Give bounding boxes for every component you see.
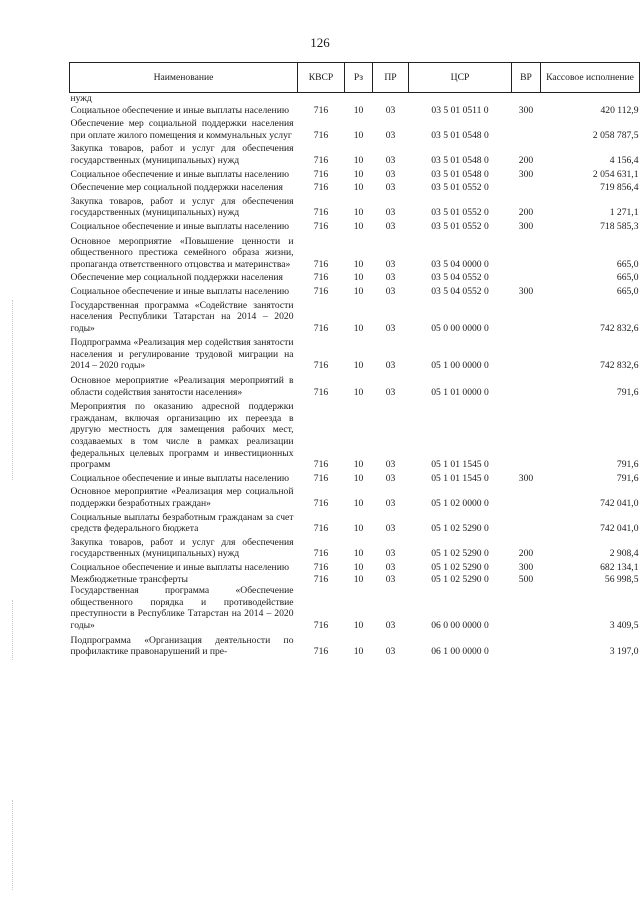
row-name: Социальное обеспечение и иные выплаты населению: [70, 104, 289, 116]
row-rz: 10: [353, 523, 364, 535]
row-kvsr: [298, 93, 345, 105]
table-row: [70, 169, 640, 183]
row-csr: 06 0 00 0000 0: [431, 619, 489, 631]
row-vr: [512, 585, 541, 634]
row-vr: 500: [518, 573, 534, 585]
header-vr: ВР: [512, 63, 541, 93]
row-amount: 791,6: [616, 472, 639, 484]
row-pr: 03: [385, 220, 396, 232]
table-row: [70, 562, 640, 574]
row-vr: [512, 93, 541, 105]
row-pr: 03: [385, 619, 396, 631]
row-name: Социальное обеспечение и иные выплаты населению: [70, 220, 289, 232]
row-name: Обеспечение мер социальной поддержки населения: [70, 272, 283, 284]
row-pr: 03: [385, 154, 396, 166]
row-amount: 719 856,4: [600, 182, 639, 194]
row-rz: 10: [353, 258, 364, 270]
row-name: Государственная программа «Содействие занятости населения Республики Татарстан на 2014 – 2020 годы»: [70, 299, 294, 334]
row-rz: 10: [353, 182, 364, 194]
row-kvsr: 716: [313, 258, 329, 270]
table-row: [70, 143, 640, 168]
row-amount: 3 409,5: [609, 619, 639, 631]
row-kvsr: 716: [313, 498, 329, 509]
row-rz: [345, 93, 373, 105]
row-name: Обеспечение мер социальной поддержки населения при оплате жилого помещения и коммунальных услуг: [70, 118, 294, 141]
row-rz: 10: [353, 573, 364, 585]
row-rz: 10: [353, 220, 364, 232]
row-name: Социальное обеспечение и иные выплаты населению: [70, 561, 289, 573]
row-vr: [512, 182, 541, 196]
header-amount: Кассовое исполнение: [541, 63, 640, 93]
row-pr: 03: [385, 523, 396, 535]
table-header: [70, 63, 640, 93]
row-csr: 05 1 00 0000 0: [431, 360, 489, 372]
row-pr: 03: [385, 646, 396, 658]
table-row: [70, 236, 640, 273]
row-name: Мероприятия по оказанию адресной поддержки гражданам, включая организацию их переезда в другую местность для замещения рабочих мест, создаваемых в том числе в рамках реализации федеральных целевых программ и инвестиционных программ: [70, 401, 294, 471]
row-rz: 10: [353, 207, 364, 219]
row-kvsr: 716: [313, 220, 329, 232]
row-name: Социальное обеспечение и иные выплаты населению: [70, 168, 289, 180]
table-row: [70, 574, 640, 586]
row-amount: 4 156,4: [609, 154, 639, 166]
row-rz: 10: [353, 168, 364, 180]
row-vr: [512, 486, 541, 511]
row-amount: 665,0: [616, 272, 639, 284]
row-kvsr: 716: [313, 523, 329, 535]
row-amount: 56 998,5: [604, 573, 639, 585]
row-amount: 742 832,6: [600, 360, 639, 372]
row-kvsr: 716: [313, 573, 329, 585]
row-rz: 10: [353, 498, 364, 509]
row-amount: 3 197,0: [609, 646, 639, 658]
row-kvsr: 716: [313, 285, 329, 297]
row-csr: 05 1 02 5290 0: [431, 523, 489, 535]
header-pr: ПР: [373, 63, 409, 93]
row-amount: 665,0: [616, 258, 639, 270]
row-name: Подпрограмма «Реализация мер содействия занятости населения и регулирование трудовой миграции на 2014 – 2020 годы»: [70, 337, 294, 372]
row-vr: 300: [518, 561, 534, 573]
budget-execution-table: [69, 62, 640, 660]
row-amount: 791,6: [616, 459, 639, 471]
row-pr: 03: [385, 386, 396, 398]
row-csr: 05 0 00 0000 0: [431, 322, 489, 334]
row-csr: 03 5 04 0552 0: [431, 272, 489, 284]
row-amount: 420 112,9: [600, 104, 639, 116]
table-row: [70, 182, 640, 196]
table-row: [70, 512, 640, 537]
row-pr: 03: [385, 168, 396, 180]
row-rz: 10: [353, 548, 364, 560]
row-amount: 2 058 787,5: [592, 129, 639, 141]
row-amount: 2 908,4: [609, 548, 639, 560]
row-kvsr: 716: [313, 207, 329, 219]
row-name: Социальные выплаты безработным гражданам за счет средств федерального бюджета: [70, 511, 294, 535]
row-name: Основное мероприятие «Реализация мер социальной поддержки безработных граждан»: [70, 486, 294, 509]
table-row: [70, 105, 640, 119]
row-rz: 10: [353, 561, 364, 573]
row-csr: 06 1 00 0000 0: [431, 646, 489, 658]
scan-margin-dots: [12, 600, 13, 660]
row-kvsr: 716: [313, 386, 329, 398]
row-name: Подпрограмма «Организация деятельности по профилактике правонарушений и пре-: [70, 634, 294, 658]
row-csr: 03 5 01 0552 0: [431, 182, 489, 194]
row-name: нужд: [70, 93, 92, 104]
row-name: Социальное обеспечение и иные выплаты населению: [70, 472, 289, 484]
row-pr: 03: [385, 285, 396, 297]
row-csr: 05 1 01 1545 0: [431, 472, 489, 484]
header-name: Наименование: [70, 63, 298, 93]
row-amount: 742 832,6: [600, 322, 639, 334]
row-kvsr: 716: [313, 548, 329, 560]
row-csr: 05 1 02 5290 0: [431, 573, 489, 585]
row-pr: 03: [385, 472, 396, 484]
row-rz: 10: [353, 459, 364, 471]
row-rz: 10: [353, 272, 364, 284]
row-rz: 10: [353, 619, 364, 631]
row-kvsr: 716: [313, 272, 329, 284]
table-row: [70, 537, 640, 562]
row-rz: 10: [353, 129, 364, 141]
row-csr: 03 5 04 0552 0: [431, 285, 489, 297]
row-rz: 10: [353, 285, 364, 297]
row-csr: 03 5 01 0552 0: [431, 207, 489, 219]
scan-margin-dots: [12, 800, 13, 890]
row-kvsr: 716: [313, 154, 329, 166]
row-vr: [512, 375, 541, 401]
row-vr: 300: [518, 285, 534, 297]
row-kvsr: 716: [313, 619, 329, 631]
row-amount: 665,0: [616, 285, 639, 297]
table-row: [70, 118, 640, 143]
row-name: Закупка товаров, работ и услуг для обеспечения государственных (муниципальных) нужд: [70, 195, 294, 219]
row-csr: 05 1 02 5290 0: [431, 548, 489, 560]
table-row: [70, 585, 640, 634]
row-csr: 03 5 01 0511 0: [431, 104, 489, 116]
row-amount: 742 041,0: [600, 523, 639, 535]
row-csr: 05 1 01 0000 0: [431, 386, 489, 398]
row-csr: [409, 93, 512, 105]
table-row: [70, 300, 640, 338]
row-vr: [512, 635, 541, 660]
row-kvsr: 716: [313, 129, 329, 141]
row-vr: [512, 401, 541, 473]
row-amount: 742 041,0: [600, 498, 639, 509]
table-row: [70, 286, 640, 300]
table-body: [70, 93, 640, 660]
table-row: [70, 486, 640, 511]
row-pr: 03: [385, 207, 396, 219]
row-pr: 03: [385, 104, 396, 116]
row-vr: 300: [518, 168, 534, 180]
table-row: [70, 93, 640, 105]
scan-margin-dots: [12, 300, 13, 480]
row-csr: 05 1 02 5290 0: [431, 561, 489, 573]
row-vr: 300: [518, 104, 534, 116]
row-rz: 10: [353, 360, 364, 372]
row-amount: [541, 93, 640, 105]
row-pr: 03: [385, 258, 396, 270]
row-vr: [512, 300, 541, 338]
row-kvsr: 716: [313, 360, 329, 372]
row-pr: 03: [385, 498, 396, 509]
row-csr: 03 5 01 0552 0: [431, 220, 489, 232]
row-name: Закупка товаров, работ и услуг для обеспечения государственных (муниципальных) нужд: [70, 143, 294, 166]
row-vr: 300: [518, 220, 534, 232]
row-rz: 10: [353, 386, 364, 398]
header-csr: ЦСР: [409, 63, 512, 93]
row-rz: 10: [353, 154, 364, 166]
row-pr: 03: [385, 573, 396, 585]
row-kvsr: 716: [313, 168, 329, 180]
row-vr: [512, 337, 541, 375]
table-row: [70, 473, 640, 487]
row-name: Основное мероприятие «Реализация мероприятий в области содействия занятости населения»: [70, 375, 294, 398]
row-kvsr: 716: [313, 459, 329, 471]
row-rz: 10: [353, 322, 364, 334]
row-kvsr: 716: [313, 472, 329, 484]
page-number: 126: [310, 35, 330, 50]
row-name: Закупка товаров, работ и услуг для обеспечения государственных (муниципальных) нужд: [70, 536, 294, 560]
row-pr: 03: [385, 322, 396, 334]
row-kvsr: 716: [313, 561, 329, 573]
row-pr: 03: [385, 360, 396, 372]
row-vr: 200: [518, 548, 534, 560]
row-vr: 200: [518, 207, 534, 219]
row-pr: [373, 93, 409, 105]
row-kvsr: 716: [313, 104, 329, 116]
header-kvsr: КВСР: [298, 63, 345, 93]
header-rz: Рз: [345, 63, 373, 93]
row-name: Обеспечение мер социальной поддержки населения: [70, 182, 283, 194]
row-rz: 10: [353, 472, 364, 484]
row-rz: 10: [353, 646, 364, 658]
table-row: [70, 635, 640, 660]
row-kvsr: 716: [313, 322, 329, 334]
row-amount: 791,6: [616, 386, 639, 398]
row-amount: 718 585,3: [600, 220, 639, 232]
row-csr: 03 5 01 0548 0: [431, 129, 489, 141]
row-vr: 200: [518, 154, 534, 166]
row-name: Государственная программа «Обеспечение общественного порядка и противодействие преступности в Республике Татарстан на 2014 – 2020 годы»: [70, 585, 294, 631]
row-pr: 03: [385, 129, 396, 141]
table-row: [70, 196, 640, 221]
table-row: [70, 401, 640, 473]
row-name: Основное мероприятие «Повышение ценности и общественного престижа семейного образа жизни, пропаганда ответственного отцовства и материнства»: [70, 235, 294, 270]
row-vr: 300: [518, 472, 534, 484]
row-amount: 1 271,1: [609, 207, 639, 219]
table-row: [70, 272, 640, 286]
row-vr: [512, 272, 541, 286]
row-csr: 03 5 01 0548 0: [431, 154, 489, 166]
row-pr: 03: [385, 459, 396, 471]
row-vr: [512, 512, 541, 537]
row-csr: 03 5 01 0548 0: [431, 168, 489, 180]
row-csr: 05 1 02 0000 0: [431, 498, 489, 509]
row-kvsr: 716: [313, 182, 329, 194]
row-vr: [512, 118, 541, 143]
row-kvsr: 716: [313, 646, 329, 658]
row-pr: 03: [385, 272, 396, 284]
row-vr: [512, 236, 541, 273]
row-pr: 03: [385, 561, 396, 573]
row-pr: 03: [385, 182, 396, 194]
row-rz: 10: [353, 104, 364, 116]
row-name: Межбюджетные трансферты: [70, 573, 188, 585]
row-csr: 05 1 01 1545 0: [431, 459, 489, 471]
table-row: [70, 337, 640, 375]
table-row: [70, 221, 640, 236]
row-csr: 03 5 04 0000 0: [431, 258, 489, 270]
row-amount: 2 054 631,1: [592, 168, 639, 180]
row-amount: 682 134,1: [600, 561, 639, 573]
table-row: [70, 375, 640, 401]
row-name: Социальное обеспечение и иные выплаты населению: [70, 285, 289, 297]
row-pr: 03: [385, 548, 396, 560]
